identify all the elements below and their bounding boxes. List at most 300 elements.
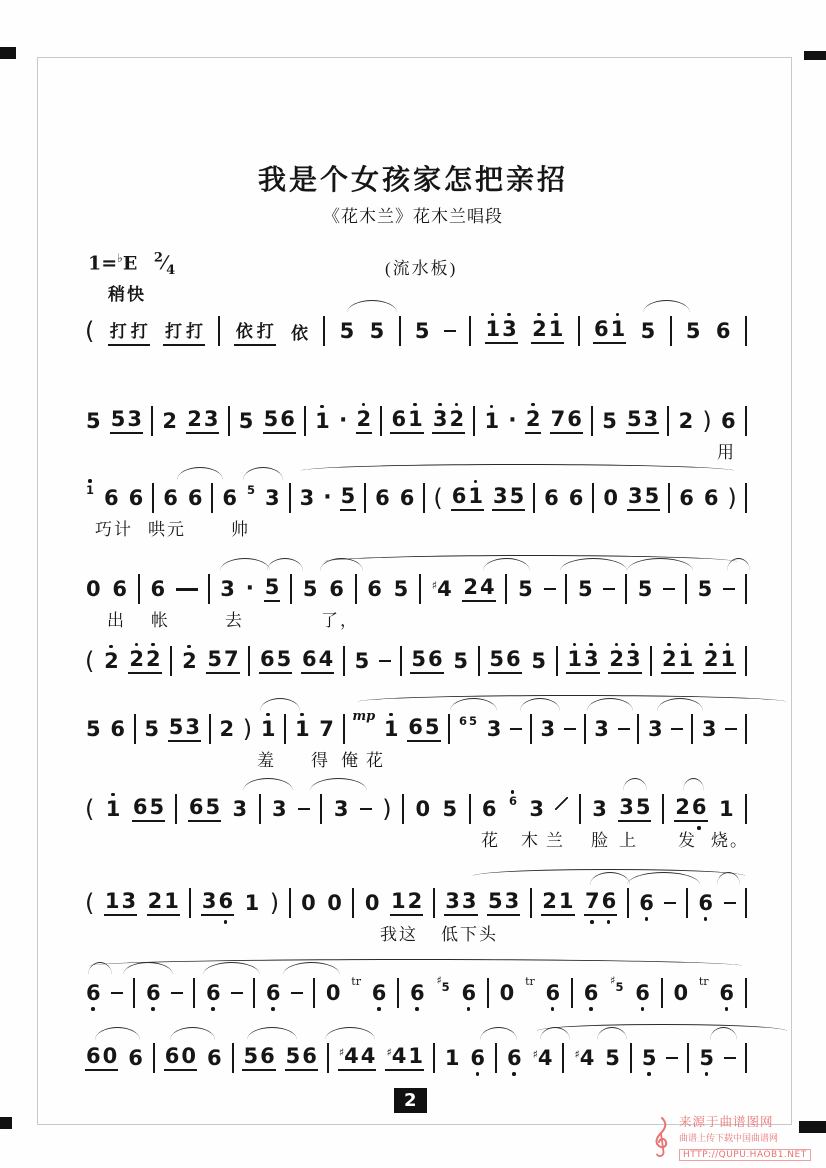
note-group <box>452 648 469 673</box>
note-group <box>186 406 219 434</box>
note-group <box>593 316 626 344</box>
note: 2 <box>675 794 690 819</box>
note: 5 <box>86 408 101 433</box>
note: 2 <box>703 646 719 671</box>
lyric: 兰 <box>546 831 565 850</box>
note: 1 <box>468 483 483 508</box>
note-group <box>110 406 143 434</box>
note-group <box>583 980 600 1005</box>
note-group <box>103 648 120 673</box>
note: 2 <box>661 646 677 671</box>
note: 6 <box>703 485 719 510</box>
score-line <box>85 403 747 462</box>
note: 5 <box>518 576 533 601</box>
note: 3 <box>232 796 248 821</box>
note: 6 <box>86 980 101 1005</box>
dash-sustain <box>723 588 735 591</box>
note-group <box>143 716 160 741</box>
note-group <box>414 318 431 343</box>
note-group <box>685 318 702 343</box>
barline <box>400 646 402 676</box>
note: 6 <box>715 318 731 343</box>
dash-sustain <box>564 728 576 731</box>
note: 6 <box>719 980 734 1005</box>
note-group <box>528 796 545 821</box>
dynamic-mp: mp <box>352 708 376 724</box>
sharp-icon: ♯ <box>610 974 616 987</box>
lyric: 脸 <box>591 831 610 850</box>
note: 6 <box>399 485 415 510</box>
note-group <box>410 646 443 674</box>
barline <box>320 794 322 824</box>
note: 6 <box>132 794 148 819</box>
note-group <box>601 408 618 433</box>
watermark-caption: 曲谱上传下载中国曲谱网 <box>679 1133 779 1143</box>
note-group <box>432 406 465 434</box>
note: 6 <box>720 408 736 433</box>
note: 5 <box>605 1045 620 1070</box>
dot-augmentation: · <box>338 408 348 433</box>
page-number: 2 <box>394 1088 427 1113</box>
slur-arc <box>95 1027 140 1040</box>
note: 6 <box>128 485 144 510</box>
note-group <box>591 796 608 821</box>
note: ♯5 <box>610 974 624 994</box>
note: 0 <box>325 980 341 1005</box>
note: 6 <box>302 646 317 671</box>
note: 1 <box>485 316 501 341</box>
barline <box>661 978 663 1008</box>
barline <box>397 978 399 1008</box>
lyric: 去 <box>225 611 244 630</box>
slur-arc <box>537 1024 787 1031</box>
note-group <box>264 485 281 510</box>
lyric: 低下头 <box>441 925 498 944</box>
lyric: 俺 <box>341 751 360 770</box>
note-group <box>460 980 477 1005</box>
sharp-icon: ♯ <box>574 1047 580 1061</box>
note: 6 <box>371 980 387 1005</box>
dot-augmentation: · <box>323 485 332 510</box>
note: 6 <box>461 980 477 1005</box>
barline <box>745 1043 747 1073</box>
note-group <box>444 888 477 916</box>
note: 3 <box>333 796 349 821</box>
note: 5 <box>424 714 440 739</box>
note: 5 <box>339 318 355 343</box>
barline <box>284 714 286 744</box>
note: 0 <box>499 980 515 1005</box>
lyric: 帐 <box>151 611 170 630</box>
note-group <box>393 576 410 601</box>
note-group <box>285 1043 318 1071</box>
note: 6 <box>187 485 203 510</box>
note: 6 <box>409 980 425 1005</box>
note: 3 <box>121 888 137 913</box>
score-line <box>85 791 749 850</box>
note: 3 <box>201 888 217 913</box>
slur-arc <box>260 698 300 711</box>
lyric: 出 <box>107 611 126 630</box>
scan-frame-top <box>37 57 792 58</box>
barline <box>530 888 532 918</box>
barline <box>289 483 291 513</box>
barline <box>562 1043 564 1073</box>
note: 6 <box>145 980 161 1005</box>
dash-sustain <box>603 588 615 591</box>
barline <box>352 888 354 918</box>
watermark-source: 来源于曲谱图网 <box>679 1115 774 1129</box>
note: 7 <box>585 888 600 913</box>
note-group <box>128 646 161 674</box>
dash-sustain <box>444 330 456 333</box>
dot-augmentation: · <box>245 576 254 601</box>
barline <box>469 794 471 824</box>
note-group <box>328 576 345 601</box>
note-group <box>339 318 356 343</box>
note: 5 <box>205 794 221 819</box>
barline <box>448 714 450 744</box>
note-group <box>661 646 694 674</box>
note: 2 <box>356 406 372 431</box>
note-group <box>525 406 542 434</box>
note: 2 <box>407 888 423 913</box>
note: 7 <box>319 716 334 741</box>
note: 6 <box>635 980 650 1005</box>
key-signature <box>88 251 175 278</box>
note-group <box>164 1043 197 1071</box>
note: 2 <box>532 316 547 341</box>
note-group <box>221 485 238 510</box>
note: 5 <box>110 406 126 431</box>
note-group <box>188 794 221 822</box>
note: 6 <box>205 980 221 1005</box>
barline <box>211 483 213 513</box>
note: 5 <box>238 408 254 433</box>
note-group <box>260 716 277 741</box>
barline <box>630 1043 632 1073</box>
note: 2 <box>678 408 694 433</box>
note: 7 <box>550 406 566 431</box>
note: 5 <box>340 483 356 508</box>
note-group <box>566 646 599 674</box>
note: 1 <box>718 796 734 821</box>
note: 5 <box>285 1043 301 1068</box>
note-group <box>641 1045 658 1070</box>
note-group <box>492 483 525 511</box>
note-group <box>703 485 720 510</box>
barline <box>745 483 747 513</box>
note-group <box>720 408 737 433</box>
dash-sustain <box>671 728 683 731</box>
note: 0 <box>364 890 380 915</box>
note-group <box>718 980 735 1005</box>
slur-arc <box>267 558 303 571</box>
note: 3 <box>625 646 641 671</box>
note: 5 <box>602 408 617 433</box>
note: 5 <box>697 576 713 601</box>
slur-arc <box>247 1027 297 1040</box>
slur-arc <box>683 778 704 791</box>
note-group <box>366 576 383 601</box>
note: 5 <box>276 646 292 671</box>
barline <box>668 483 670 513</box>
note-group <box>181 648 198 673</box>
note-group <box>640 318 657 343</box>
note-group <box>111 576 128 601</box>
lyric: 花 <box>366 751 385 770</box>
trill-mark: tr <box>351 974 361 988</box>
tempo-marking: 稍快 <box>108 285 146 304</box>
dash-sustain <box>663 588 675 591</box>
dash-sustain <box>111 992 123 995</box>
note: 6 <box>481 796 497 821</box>
barline <box>625 574 627 604</box>
slur-arc <box>325 1027 375 1040</box>
note-group <box>161 408 178 433</box>
barline <box>208 574 210 604</box>
note: 6 <box>698 890 713 915</box>
page-subtitle: 《花木兰》花木兰唱段 <box>323 207 503 226</box>
trill-mark: tr <box>525 974 535 988</box>
note: 6 <box>150 576 166 601</box>
barline <box>259 794 261 824</box>
note: 3 <box>203 406 219 431</box>
dash-sustain <box>379 660 391 663</box>
dash-sustain <box>664 902 676 905</box>
time-numerator: 2 <box>153 251 163 266</box>
slur-arc <box>357 695 787 702</box>
score-line <box>85 480 747 539</box>
note: 3 <box>592 796 607 821</box>
note: 6 <box>567 406 582 431</box>
note-row <box>85 1040 747 1076</box>
barline <box>578 316 580 346</box>
barline <box>505 574 507 604</box>
note-group <box>109 716 126 741</box>
barline <box>592 483 594 513</box>
note: 1 <box>408 406 423 431</box>
barline <box>556 646 558 676</box>
barline <box>745 978 747 1008</box>
note: ♯5 <box>436 974 450 994</box>
note: 5 <box>207 646 223 671</box>
note: 5 <box>640 318 656 343</box>
barline <box>533 483 535 513</box>
slur-arc <box>177 467 223 480</box>
note-group <box>219 576 236 601</box>
note-group <box>541 888 574 916</box>
note: 5 <box>577 576 593 601</box>
note: 5 <box>488 888 503 913</box>
note-group <box>271 796 288 821</box>
note: 1 <box>383 716 399 741</box>
note: 5 <box>644 483 660 508</box>
barline <box>686 888 688 918</box>
note: 1 <box>720 646 736 671</box>
dash-sustain <box>171 992 183 995</box>
dash-sustain <box>724 1057 736 1060</box>
barline <box>170 646 172 676</box>
barline <box>402 794 404 824</box>
dash-sustain <box>231 992 243 995</box>
note: 1 <box>244 890 260 915</box>
dash-sustain <box>544 588 556 591</box>
parenthesis: ) <box>269 889 280 917</box>
note-group <box>626 406 659 434</box>
note: 1 <box>610 316 626 341</box>
note: 6 <box>679 485 694 510</box>
note: 5 <box>699 1045 714 1070</box>
note-group <box>145 980 162 1005</box>
note: 3 <box>486 716 502 741</box>
note-group <box>218 716 235 741</box>
barline <box>209 714 211 744</box>
glissando-mark <box>555 797 568 810</box>
note: 依 <box>235 321 253 341</box>
note-group <box>539 716 556 741</box>
note-group <box>407 714 440 742</box>
barline <box>433 1043 435 1073</box>
barline <box>478 646 480 676</box>
note-group <box>246 483 256 506</box>
barline <box>323 316 325 346</box>
note: 6 <box>112 576 127 601</box>
note: 3 <box>529 796 544 821</box>
note: 0 <box>86 576 101 601</box>
note-group <box>627 483 660 511</box>
note: 6 <box>544 485 559 510</box>
note: 6 <box>128 1045 143 1070</box>
note: 1 <box>294 716 310 741</box>
note: 5 <box>489 646 504 671</box>
lyric: 哄元 <box>148 520 186 539</box>
note: 6 <box>367 576 382 601</box>
note: 5 <box>411 646 427 671</box>
note-group <box>163 317 205 346</box>
note: 5 <box>302 576 318 601</box>
note: 2 <box>609 646 624 671</box>
barline <box>313 978 315 1008</box>
barline <box>627 888 629 918</box>
note: 1 <box>678 646 694 671</box>
page-title: 我是个女孩家怎把亲招 <box>257 165 568 196</box>
note-group <box>441 796 458 821</box>
note: ♯4 <box>574 1045 595 1070</box>
note: 打 <box>109 321 127 341</box>
dash-long <box>176 588 198 591</box>
note: 1 <box>86 483 95 497</box>
note: 5 <box>442 796 458 821</box>
note-group <box>486 716 503 741</box>
note: 5 <box>414 318 430 343</box>
barline <box>248 646 250 676</box>
lyric: 用 <box>717 443 736 462</box>
barline <box>565 574 567 604</box>
note-group <box>187 485 204 510</box>
slur-arc <box>170 1027 215 1040</box>
note: 0 <box>301 890 316 915</box>
note-group <box>301 646 334 674</box>
note: 6 <box>218 888 234 913</box>
note-group <box>444 1045 461 1070</box>
note: 1 <box>315 408 330 433</box>
scan-artifact <box>804 51 826 60</box>
note-group <box>265 980 282 1005</box>
note-group <box>289 319 310 344</box>
barline <box>495 1043 497 1073</box>
dash-sustain <box>724 902 736 905</box>
note-group <box>390 406 423 434</box>
note-group <box>568 485 585 510</box>
slur-arc <box>243 778 293 791</box>
note: 7 <box>224 646 239 671</box>
note-group <box>697 890 714 915</box>
barline <box>584 714 586 744</box>
note-row <box>85 571 747 607</box>
note-row <box>85 791 747 827</box>
note-group <box>637 576 654 601</box>
note-group <box>399 485 416 510</box>
note-group <box>545 980 562 1005</box>
note-group <box>326 890 343 915</box>
note-group <box>506 1045 523 1070</box>
note-group <box>108 317 150 346</box>
dash-sustain <box>725 728 737 731</box>
note: 6 <box>428 646 443 671</box>
parenthesis: ) <box>242 715 253 743</box>
note: 5 <box>637 576 653 601</box>
note: 1 <box>484 408 500 433</box>
barline <box>662 794 664 824</box>
note: 6 <box>583 980 599 1005</box>
key-note: E <box>122 252 138 275</box>
note-group <box>168 714 201 742</box>
note-group <box>314 408 331 433</box>
note: 6 <box>568 485 584 510</box>
note: 3 <box>185 714 200 739</box>
barline <box>364 483 366 513</box>
note: 3 <box>701 716 717 741</box>
note-group <box>602 485 619 510</box>
barline <box>290 574 292 604</box>
time-denominator: 4 <box>166 263 176 279</box>
note-group <box>85 483 95 506</box>
dash-sustain <box>360 808 372 811</box>
barline <box>253 978 255 1008</box>
note: 1 <box>548 316 564 341</box>
note-group <box>703 646 736 674</box>
note-group <box>147 888 180 916</box>
score-line <box>85 313 747 349</box>
barline <box>189 888 191 918</box>
note-group <box>715 318 732 343</box>
note-row <box>85 480 747 516</box>
note-group <box>584 888 617 916</box>
note: 6 <box>260 646 275 671</box>
slur-arc <box>88 959 743 966</box>
note-group <box>414 796 431 821</box>
slur-arc <box>643 300 690 313</box>
note: 3 <box>445 888 460 913</box>
score-line <box>85 643 747 679</box>
note: 6 <box>104 485 119 510</box>
barline <box>433 888 435 918</box>
note: 5 <box>509 483 525 508</box>
note: 6 <box>594 316 609 341</box>
note-group <box>299 485 316 510</box>
barline <box>530 714 532 744</box>
